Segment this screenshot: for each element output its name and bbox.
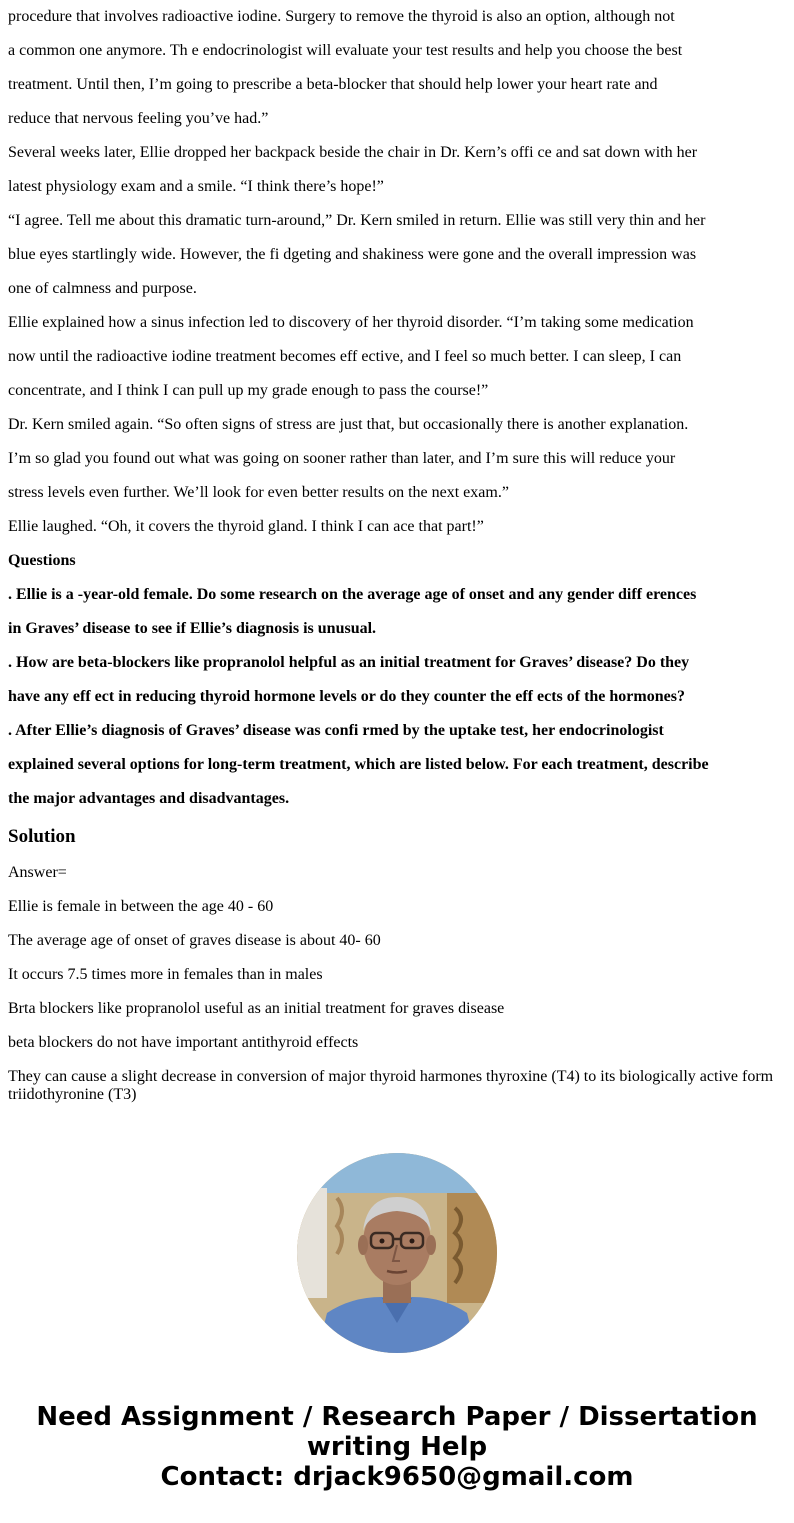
story-line: “I agree. Tell me about this dramatic turn-around,” Dr. Kern smiled in return. Ellie was still very thin and her <box>8 212 706 229</box>
promo-banner <box>0 1402 794 1492</box>
story-line: treatment. Until then, I’m going to prescribe a beta-blocker that should help lower your heart rate and <box>8 76 658 93</box>
contact-email: Contact: drjack9650@gmail.com <box>160 1462 634 1492</box>
story-line: blue eyes startlingly wide. However, the fi dgeting and shakiness were gone and the overall impression was <box>8 246 697 263</box>
story-line: procedure that involves radioactive iodine. Surgery to remove the thyroid is also an option, although not <box>8 8 675 25</box>
story-line: Ellie laughed. “Oh, it covers the thyroid gland. I think I can ace that part!” <box>8 518 484 535</box>
solution-heading: Solution <box>8 826 76 847</box>
story-line: Several weeks later, Ellie dropped her backpack beside the chair in Dr. Kern’s offi ce and sat down with her <box>8 144 698 161</box>
answer-line: beta blockers do not have important antithyroid effects <box>8 1034 359 1051</box>
answer-line: It occurs 7.5 times more in females than in males <box>8 966 323 983</box>
story-text <box>8 0 788 816</box>
story-line: a common one anymore. Th e endocrinologist will evaluate your test results and help you choose the best <box>8 42 683 59</box>
story-line: stress levels even further. We’ll look for even better results on the next exam.” <box>8 484 509 501</box>
author-photo-icon <box>297 1153 497 1353</box>
question-line: in Graves’ disease to see if Ellie’s diagnosis is unusual. <box>8 620 377 637</box>
promo-line: Need Assignment / Research Paper / Dissertation <box>36 1402 758 1432</box>
story-line: Ellie explained how a sinus infection led to discovery of her thyroid disorder. “I’m taking some medication <box>8 314 694 331</box>
answer-line: Ellie is female in between the age 40 - 60 <box>8 898 274 915</box>
solution-answer <box>8 864 788 1120</box>
question-line: . After Ellie’s diagnosis of Graves’ disease was confi rmed by the uptake test, her endocrinologist <box>8 722 664 739</box>
story-line: latest physiology exam and a smile. “I think there’s hope!” <box>8 178 384 195</box>
story-line: one of calmness and purpose. <box>8 280 197 297</box>
question-line: have any eff ect in reducing thyroid hormone levels or do they counter the eff ects of the hormones? <box>8 688 685 705</box>
promo-line: writing Help <box>306 1432 488 1462</box>
answer-line: Answer= <box>8 864 67 881</box>
story-line: Dr. Kern smiled again. “So often signs of stress are just that, but occasionally there is another explanation. <box>8 416 689 433</box>
story-line: now until the radioactive iodine treatment becomes eff ective, and I feel so much better. I can sleep, I can <box>8 348 682 365</box>
story-line: I’m so glad you found out what was going on sooner rather than later, and I’m sure this will reduce your <box>8 450 676 467</box>
answer-line: The average age of onset of graves disease is about 40- 60 <box>8 932 381 949</box>
answer-line: They can cause a slight decrease in conversion of major thyroid harmones thyroxine (T4) to its biologically active form triidothyronine (T3) <box>8 1068 774 1103</box>
answer-line: Brta blockers like propranolol useful as an initial treatment for graves disease <box>8 1000 505 1017</box>
story-line: reduce that nervous feeling you’ve had.” <box>8 110 269 127</box>
story-line: concentrate, and I think I can pull up my grade enough to pass the course!” <box>8 382 489 399</box>
question-line: . Ellie is a -year-old female. Do some research on the average age of onset and any gender diff erences <box>8 586 697 603</box>
question-line: . How are beta-blockers like propranolol helpful as an initial treatment for Graves’ disease? Do they <box>8 654 690 671</box>
question-line: the major advantages and disadvantages. <box>8 790 290 807</box>
question-line: explained several options for long-term treatment, which are listed below. For each treatment, describe <box>8 756 709 773</box>
questions-heading: Questions <box>8 552 76 569</box>
